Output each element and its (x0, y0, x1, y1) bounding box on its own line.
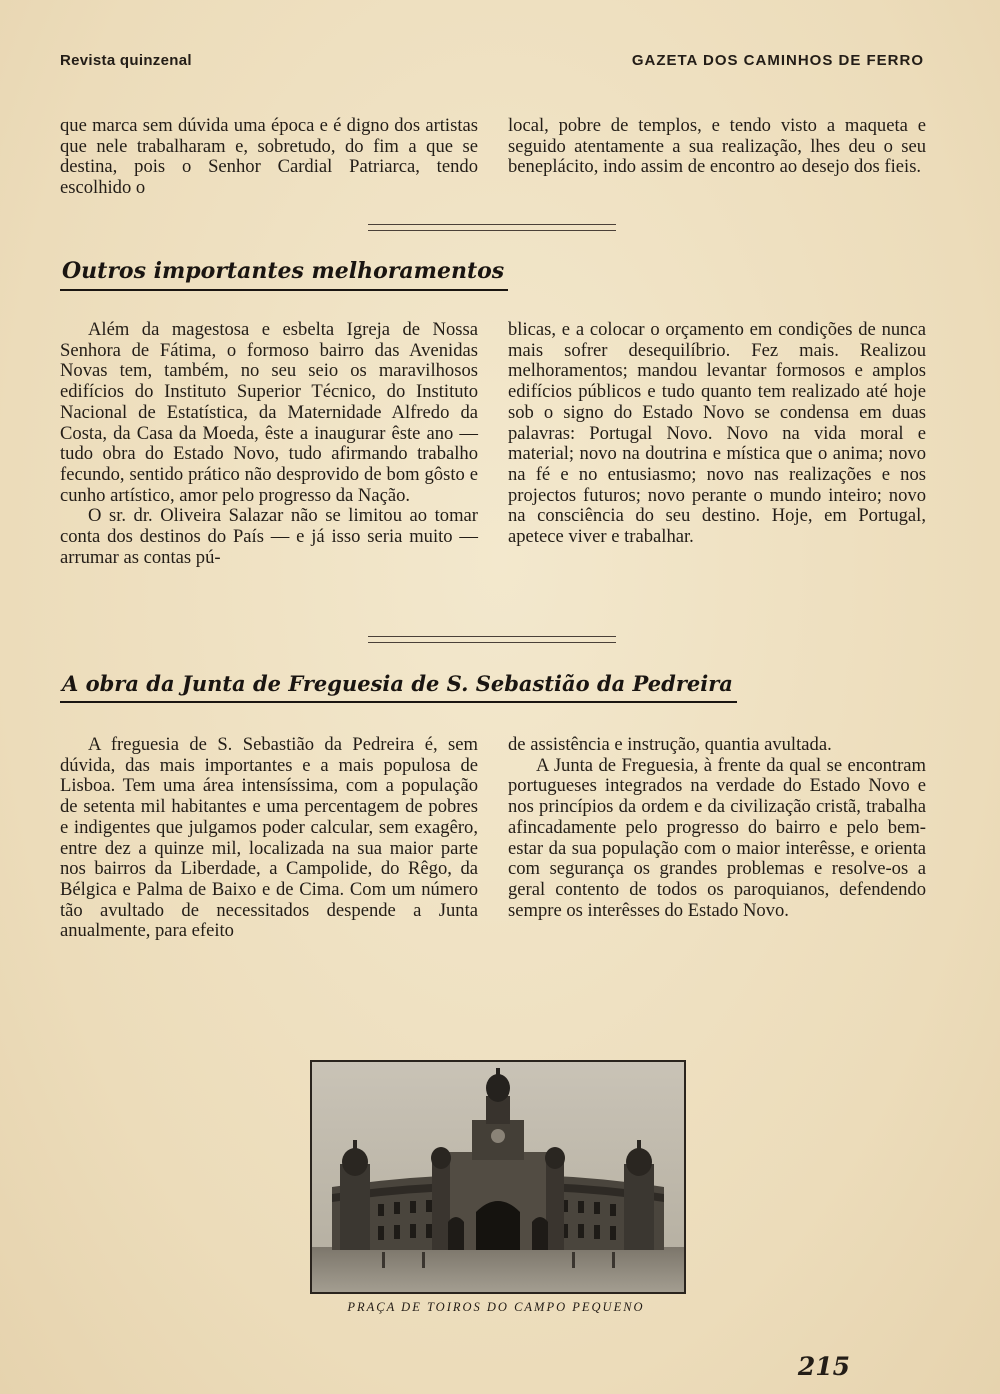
melhoramentos-paragraph-1: Além da magestosa e esbelta Igreja de Nossa Senhora de Fátima, o formoso bairro das Avenidas Novas tem, também, no seu seio os maravilhosos edifícios do Instituto Superior Técnico, do Instituto Nacional de Estatística, da Maternidade Alfredo da Costa, da Casa da Moeda, êste a inaugurar êste ano — tudo obra do Estado Novo, tudo afirmando trabalho fecundo, sentido prático não desprovido de bom gôsto e cunho artístico, amor pelo progresso da Nação. (60, 319, 478, 506)
intro-column-right (508, 116, 926, 199)
junta-paragraph-3: A Junta de Freguesia, à frente da qual se encontram portugueses integrados na verdade do Estado Novo e nos princípios da ordem e da civilização cristã, trabalha afincadamente pelo progresso do bairro e pelo bem-estar da sua população com o maior interêsse, e orienta com segurança os grandes problemas e resolve-os a geral contento de todos os paroquianos, defendendo sempre os interêsses do Estado Novo. (508, 754, 926, 921)
section-intro-columns (60, 116, 926, 199)
section-junta-columns (60, 735, 926, 942)
section-divider-1 (368, 224, 616, 231)
melhoramentos-column-left (60, 320, 478, 568)
section-divider-2 (368, 636, 616, 643)
melhoramentos-paragraph-2: O sr. dr. Oliveira Salazar não se limitou ao tomar conta dos destinos do País — e já isso seria muito — arrumar as contas pú- (60, 505, 478, 568)
page-number: 215 (797, 1352, 850, 1381)
intro-column-left (60, 116, 478, 199)
melhoramentos-paragraph-3: blicas, e a colocar o orçamento em condições de nunca mais sofrer desequilíbrio. Fez mais. Realizou melhoramentos; mandou levantar formosos e amplos edifícios públicos e tudo quanto tem realizado até hoje sob o signo do Estado Novo se condensa em duas palavras: Portugal Novo. Novo na vida moral e material; novo na doutrina e mística que o anima; novo na fé e no entusiasmo; novo nas realizações e nos projectos futuros; novo perante o mundo inteiro; novo na consciência do seu destino. Hoje, em Portugal, apetece viver e trabalhar. (508, 319, 926, 548)
running-header-left: Revista quinzenal (60, 52, 192, 69)
junta-column-right (508, 735, 926, 942)
bullring-illustration (312, 1062, 684, 1292)
photo-caption: PRAÇA DE TOIROS DO CAMPO PEQUENO (347, 1300, 645, 1314)
junta-column-left (60, 735, 478, 942)
intro-paragraph-right: local, pobre de templos, e tendo visto a maqueta e seguido atentamente a sua realização, lhes deu o seu beneplácito, indo assim de encontro ao desejo dos fieis. (508, 115, 926, 178)
section-melhoramentos-columns (60, 320, 926, 568)
intro-paragraph-left: que marca sem dúvida uma época e é digno dos artistas que nele trabalharam e, sobretudo, do fim a que se destina, pois o Senhor Cardial Patriarca, tendo escolhido o (60, 115, 478, 199)
junta-paragraph-1: A freguesia de S. Sebastião da Pedreira é, sem dúvida, das mais importantes e a mais populosa de Lisboa. Tem uma área intensíssima, com a população de setenta mil habitantes e uma percentagem de pobres e indigentes que julgamos poder calcular, sem exagêro, entre dez a quinze mil, localizada na sua maior parte nos bairros da Liberdade, a Campolide, do Rêgo, da Bélgica e Palma de Baixo e de Cima. Com um número tão avultado de necessitados despende a Junta anualmente, para efeito (60, 734, 478, 942)
junta-paragraph-2: de assistência e instrução, quantia avultada. (508, 734, 832, 755)
heading-outros-melhoramentos: Outros importantes melhoramentos (60, 258, 508, 291)
heading-junta-freguesia: A obra da Junta de Freguesia de S. Sebastião da Pedreira (60, 671, 737, 703)
photo-praca-de-toiros (310, 1060, 686, 1294)
melhoramentos-column-right (508, 320, 926, 568)
running-header-right: GAZETA DOS CAMINHOS DE FERRO (631, 52, 924, 69)
